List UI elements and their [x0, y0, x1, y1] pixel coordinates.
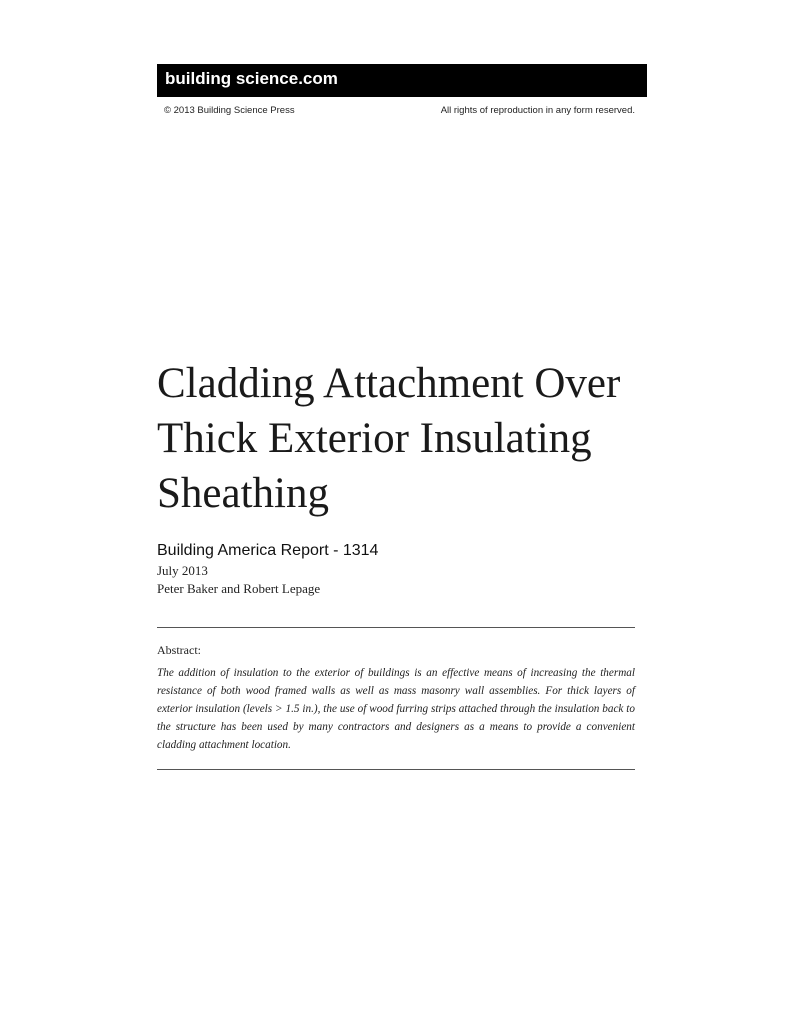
- authors: Peter Baker and Robert Lepage: [157, 581, 321, 596]
- title-line: Sheathing: [157, 470, 329, 517]
- title-line: Thick Exterior Insulating: [157, 415, 592, 462]
- divider-top: [157, 627, 635, 628]
- abstract-label: Abstract:: [157, 643, 201, 657]
- publication-date: July 2013: [157, 563, 208, 578]
- site-logo-text: building science.com: [165, 69, 338, 88]
- report-number: Building America Report - 1314: [157, 542, 379, 559]
- abstract-text: The addition of insulation to the exterior of buildings is an effective means of increasing the thermal resistance of both wood framed walls as well as mass masonry wall assemblies. For thick layers of exterior insulation (levels > 1.5 in.), the use of wood furring strips attached through the insulation back to the structure has been used by many contractors and designers as a means to provide a convenient cladding attachment location.: [157, 667, 635, 751]
- header-banner: [157, 64, 647, 97]
- copyright-notice: © 2013 Building Science Press: [164, 105, 295, 116]
- rights-notice: All rights of reproduction in any form reserved.: [440, 105, 635, 116]
- title-line: Cladding Attachment Over: [157, 360, 621, 407]
- document-title: [157, 356, 677, 521]
- divider-bottom: [157, 769, 635, 770]
